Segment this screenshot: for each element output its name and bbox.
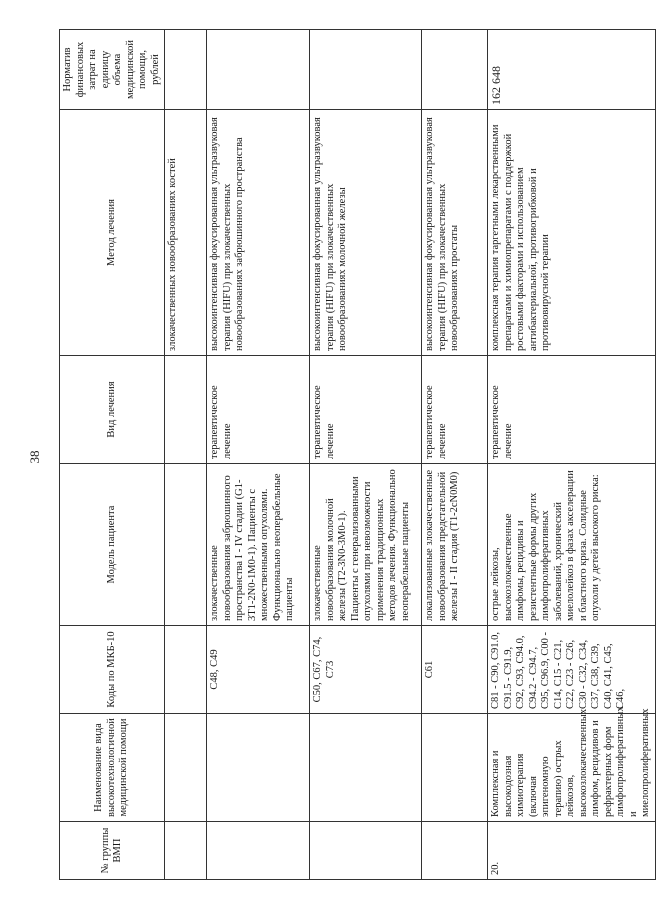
cell-treatment [165, 356, 207, 464]
cell-model [165, 464, 207, 626]
cell-cost [165, 30, 207, 110]
cell-method: комплексная терапия таргетными лекарственными препаратами и химиопрепаратами с поддержкой ростовыми факторами и использованием антибактериальной, противогрибковой и противовирусной терапии [488, 110, 656, 356]
header-row [60, 30, 165, 880]
header-model: Модель пациента [60, 464, 165, 626]
cell-group: 20. [488, 822, 656, 880]
cell-codes [165, 626, 207, 714]
cell-codes: C81 - C90, C91.0, C91.5 - C91.9, C92, C93, C94.0, C94.2 - C94.7, C95, C96.9, C00 - C14, C15 - C21, C22, C23 - C26, C30 - C32, C34, C37, C38, C39, C40, C41, C45, C46, [488, 626, 656, 714]
page-number: 38 [27, 450, 42, 464]
cell-name [165, 714, 207, 822]
cell-method: высокоинтенсивная фокусированная ультразвуковая терапия (HIFU) при злокачественных новообразованиях простаты [422, 110, 488, 356]
cell-treatment: терапевтическое лечение [207, 356, 310, 464]
cell-group [165, 822, 207, 880]
table-row [488, 30, 656, 880]
cell-group [207, 822, 310, 880]
cell-method: злокачественных новообразованиях костей [165, 110, 207, 356]
cell-model: локализованные злокачественные новообразования предстательной железы I - II стадия (T1-2cN0M0) [422, 464, 488, 626]
header-cost: Норматив финансовых затрат на единицу объема медицинской помощи, рублей [60, 30, 165, 110]
cell-group [422, 822, 488, 880]
cell-cost [422, 30, 488, 110]
cell-group [310, 822, 422, 880]
cell-treatment: терапевтическое лечение [422, 356, 488, 464]
cell-treatment: терапевтическое лечение [310, 356, 422, 464]
cell-model: острые лейкозы, высокозлокачественные лимфомы, рецидивы и резистентные формы других лимфопролиферативных заболеваний, хронический миелолейкоз в фазах акселерации и бластного криза. Солидные опухоли у детей высокого риска: [488, 464, 656, 626]
table-row [310, 30, 422, 880]
cell-cost [207, 30, 310, 110]
header-name: Наименование вида высокотехнологичной медицинской помощи [60, 714, 165, 822]
header-treatment: Вид лечения [60, 356, 165, 464]
cell-model: злокачественные новообразования молочной железы (T2-3N0-3M0-1). Пациенты с генерализованными опухолями при невозможности применения традиционных методов лечения. Функционально неоперабельные пациенты [310, 464, 422, 626]
cell-name [310, 714, 422, 822]
cell-name [207, 714, 310, 822]
rotated-table-wrapper [59, 30, 651, 880]
header-method: Метод лечения [60, 110, 165, 356]
cell-codes: C48, C49 [207, 626, 310, 714]
table-row [207, 30, 310, 880]
cell-treatment: терапевтическое лечение [488, 356, 656, 464]
cell-method: высокоинтенсивная фокусированная ультразвуковая терапия (HIFU) при злокачественных новообразованиях забрюшинного пространства [207, 110, 310, 356]
cell-model: злокачественные новообразования забрюшинного пространства I - IV стадии (G1-3T1-2N0-1M0-1). Пациенты с множественными опухолями. Функционально неоперабельные пациенты [207, 464, 310, 626]
cell-name [422, 714, 488, 822]
cell-method: высокоинтенсивная фокусированная ультразвуковая терапия (HIFU) при злокачественных новообразованиях молочной железы [310, 110, 422, 356]
table-row [422, 30, 488, 880]
cell-cost [310, 30, 422, 110]
table-row [165, 30, 207, 880]
cell-name: Комплексная и высокодозная химиотерапия (включая эпигеномную терапию) острых лейкозов, высокозлокачественных лимфом, рецидивов и рефрактерных форм лимфопролиферативных и миелопролиферативных [488, 714, 656, 822]
header-codes: Коды по МКБ-10 [60, 626, 165, 714]
cell-codes: C50, C67, C74, C73 [310, 626, 422, 714]
cell-cost: 162 648 [488, 30, 656, 110]
header-group: № группы ВМП [60, 822, 165, 880]
vmp-table [59, 29, 656, 880]
cell-codes: C61 [422, 626, 488, 714]
